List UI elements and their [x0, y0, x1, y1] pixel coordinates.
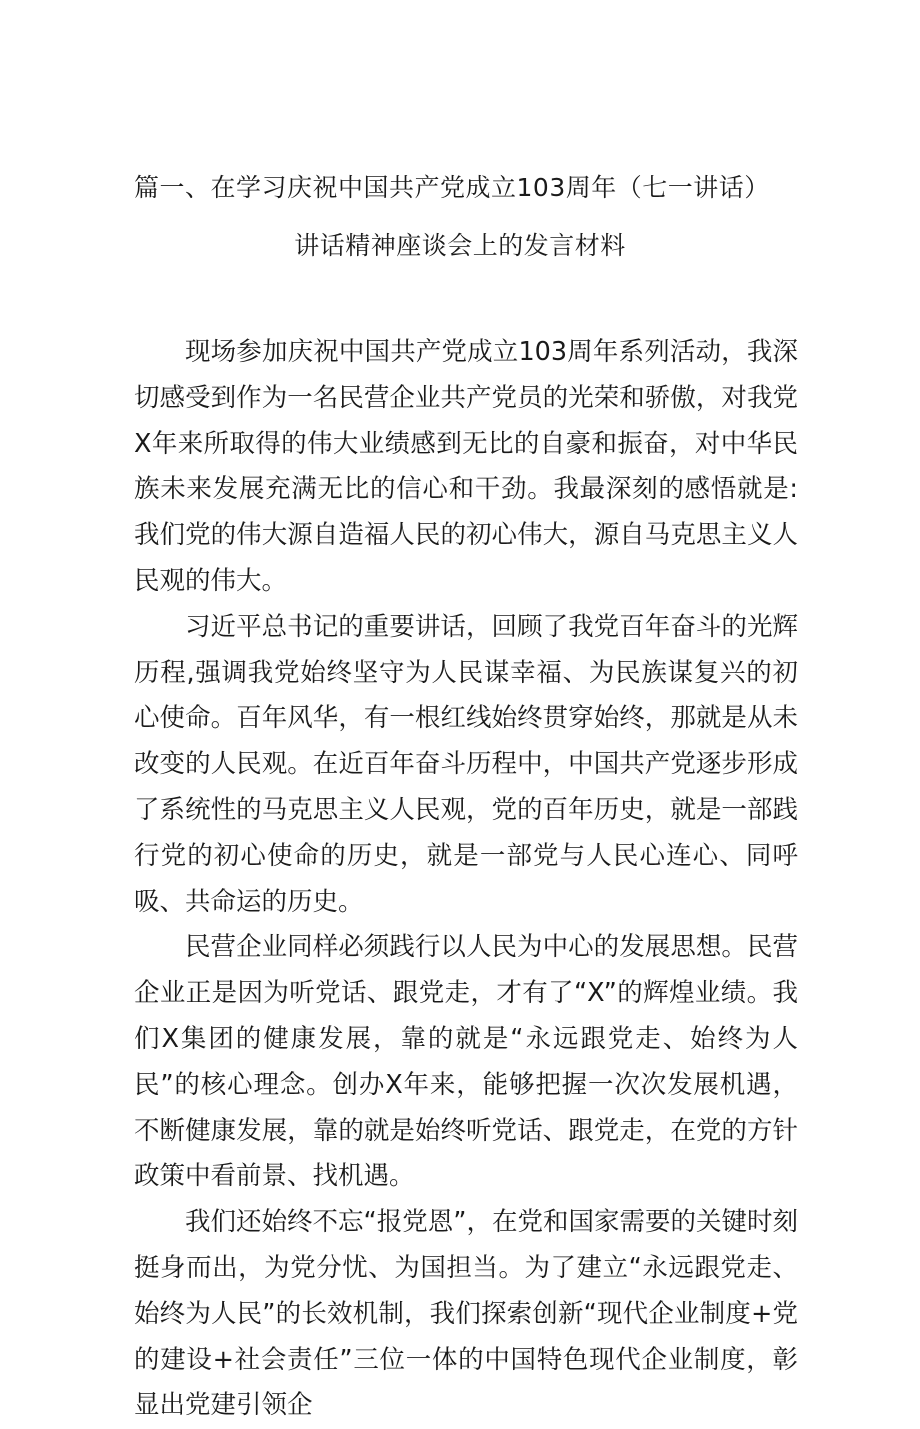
document-title: 篇一、在学习庆祝中国共产党成立103周年（七一讲话）	[134, 173, 770, 202]
paragraph-1: 现场参加庆祝中国共产党成立103周年系列活动，我深切感受到作为一名民营企业共产党员的光荣和骄傲，对我党X年来所取得的伟大业绩感到无比的自豪和振奋，对中华民族未来发展充满无比的信心和干劲。我最深刻的感悟就是:我们党的伟大源自造福人民的初心伟大，源自马克思主义人民观的伟大。	[134, 337, 798, 596]
document-body	[134, 330, 798, 1429]
paragraph-4: 我们还始终不忘“报党恩”，在党和国家需要的关键时刻挺身而出，为党分忧、为国担当。为了建立“永远跟党走、始终为人民”的长效机制，我们探索创新“现代企业制度+党的建设+社会责任”三位一体的中国特色现代企业制度，彰显出党建引领企	[134, 1207, 798, 1421]
paragraph-2: 习近平总书记的重要讲话，回顾了我党百年奋斗的光辉历程,强调我党始终坚守为人民谋幸福、为民族谋复兴的初心使命。百年风华，有一根红线始终贯穿始终，那就是从未改变的人民观。在近百年奋斗历程中，中国共产党逐步形成了系统性的马克思主义人民观，党的百年历史，就是一部践行党的初心使命的历史，就是一部党与人民心连心、同呼吸、共命运的历史。	[134, 611, 798, 917]
paragraph-3: 民营企业同样必须践行以人民为中心的发展思想。民营企业正是因为听党话、跟党走，才有了“X”的辉煌业绩。我们X集团的健康发展，靠的就是“永远跟党走、始终为人民”的核心理念。创办X年来，能够把握一次次发展机遇，不断健康发展，靠的就是始终听党话、跟党走，在党的方针政策中看前景、找机遇。	[134, 932, 798, 1192]
document-subtitle: 讲话精神座谈会上的发言材料	[294, 231, 626, 260]
